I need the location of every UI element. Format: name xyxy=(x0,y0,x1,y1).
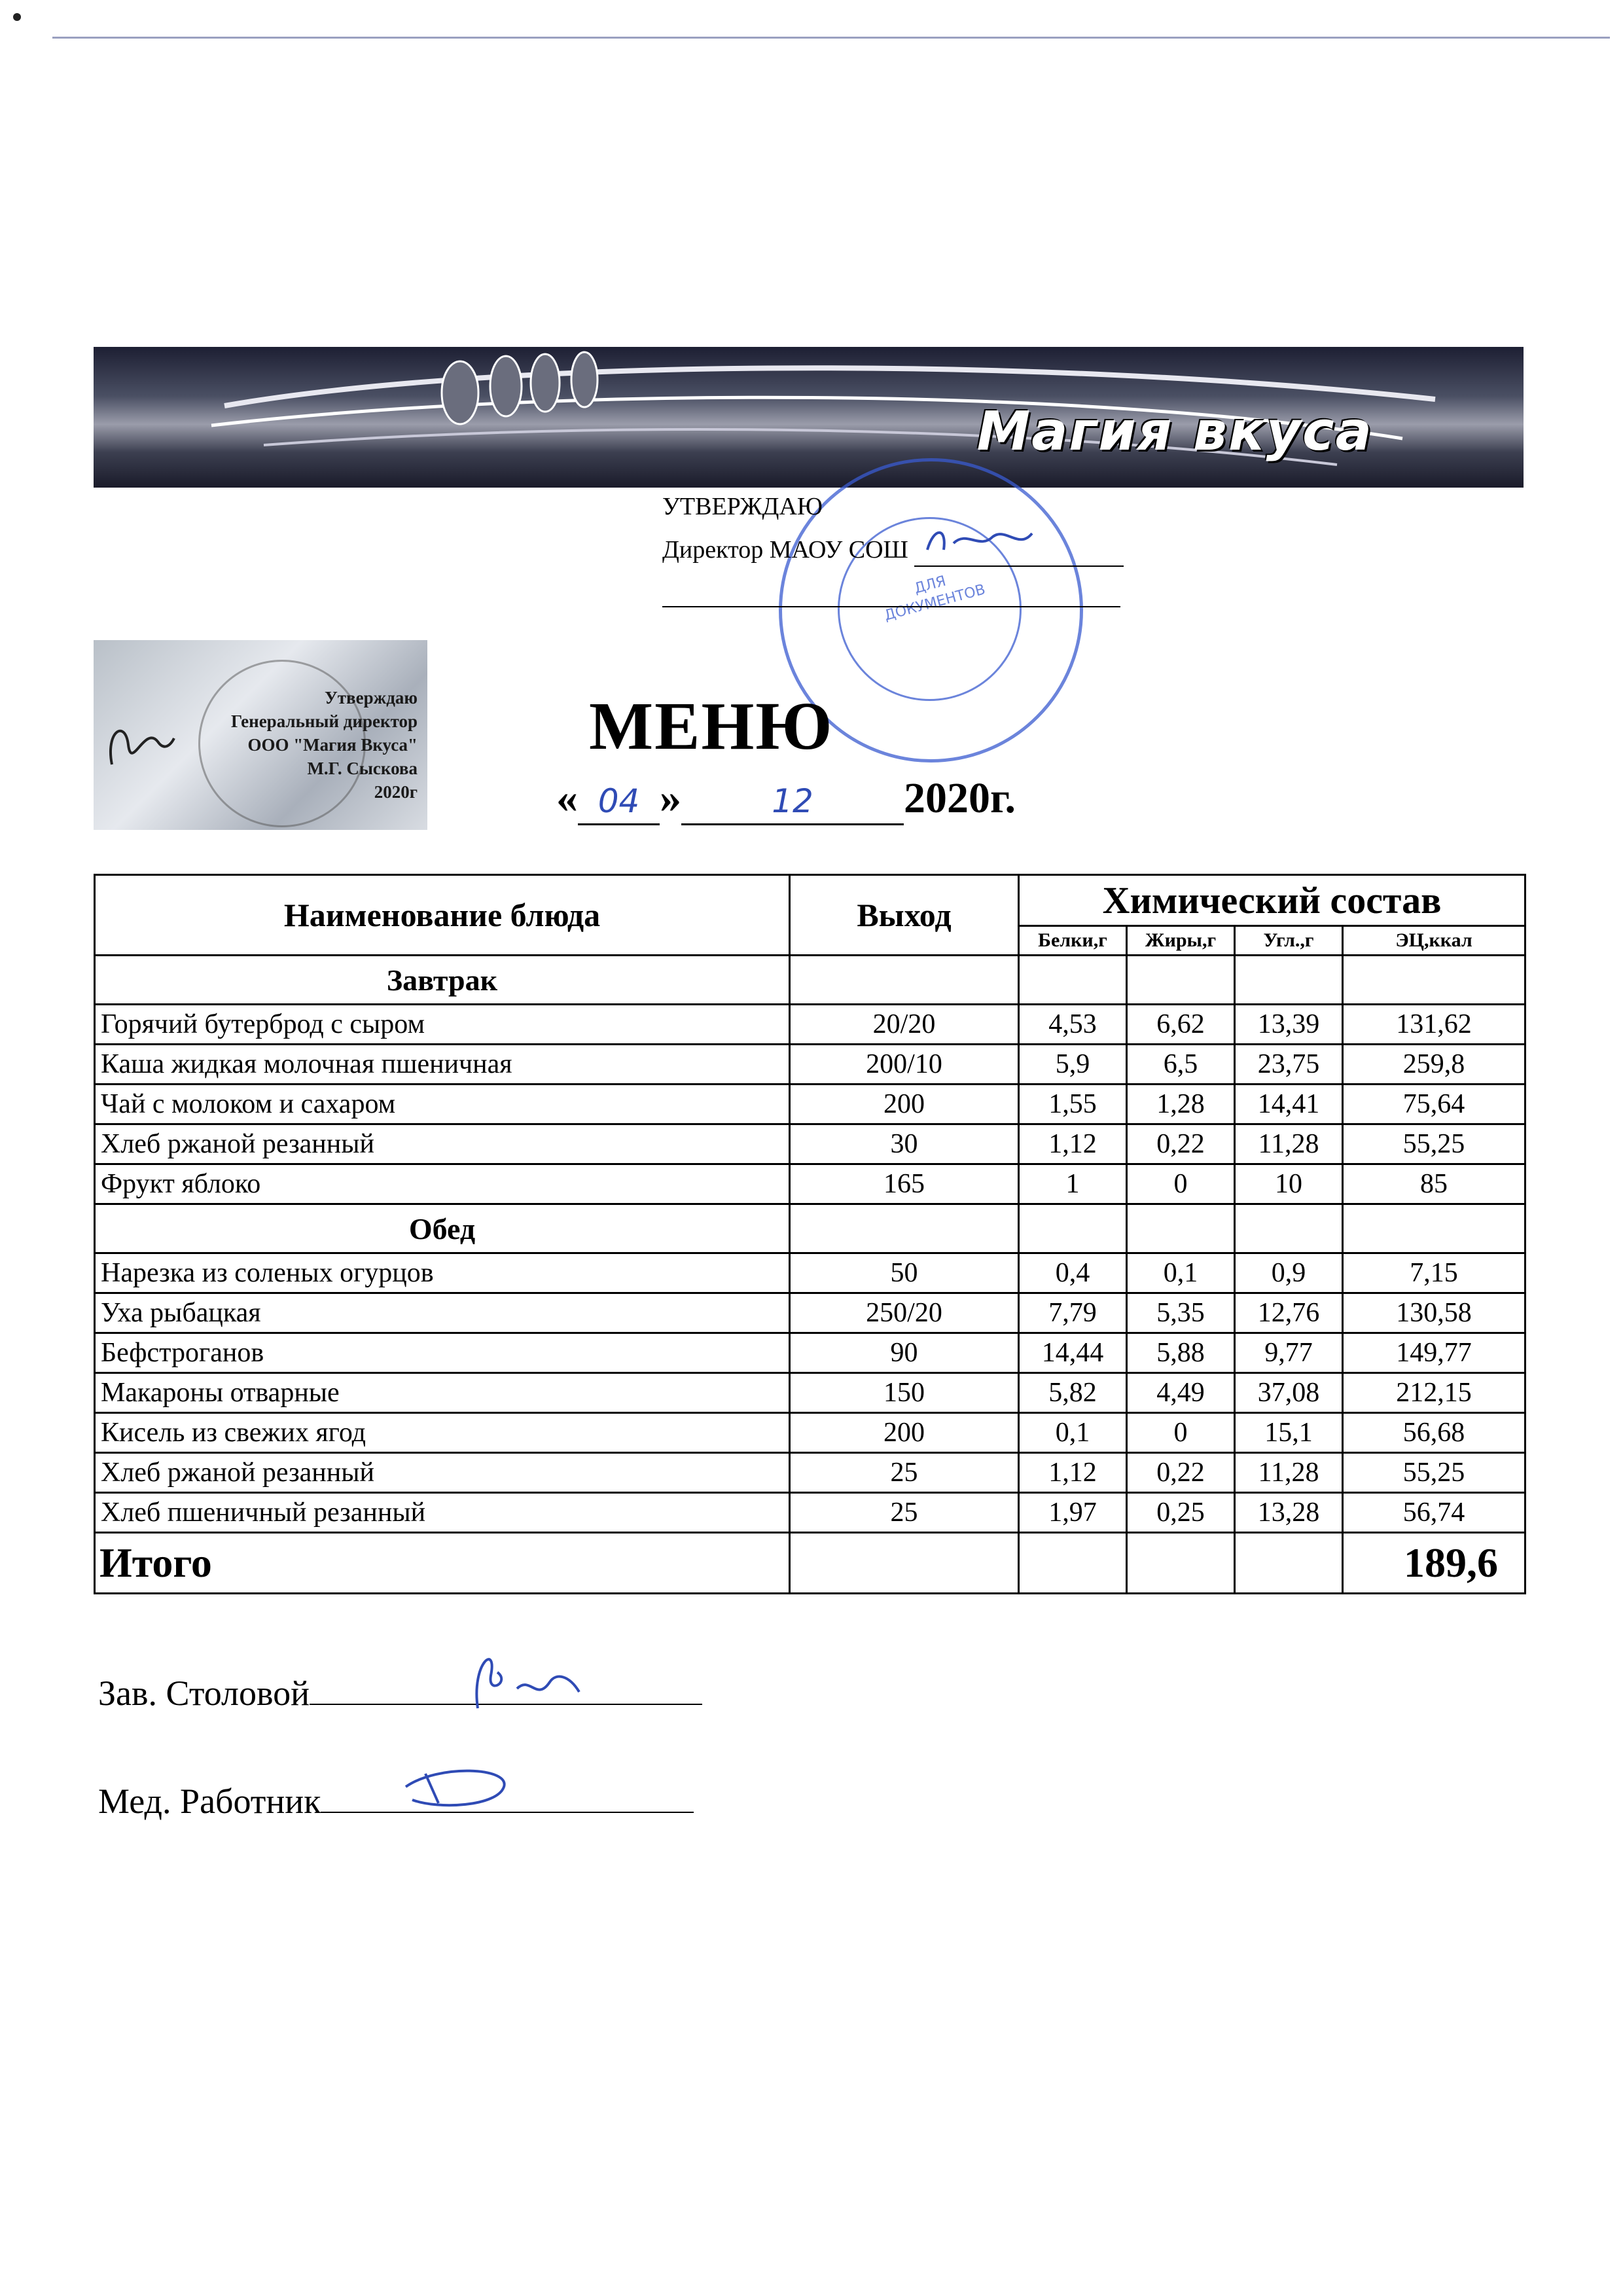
cell-fats: 0,25 xyxy=(1127,1493,1235,1533)
cell-output: 200 xyxy=(790,1413,1019,1453)
cell-carbs: 11,28 xyxy=(1235,1124,1343,1164)
cell-fats: 6,5 xyxy=(1127,1045,1235,1085)
cell-carbs: 0,9 xyxy=(1235,1253,1343,1293)
medic-signature xyxy=(399,1761,517,1813)
header-output: Выход xyxy=(790,875,1019,956)
corporate-approval-stamp xyxy=(94,640,427,830)
empty-cell xyxy=(1127,1204,1235,1253)
date-month: 12 xyxy=(772,782,813,820)
cell-carbs: 15,1 xyxy=(1235,1413,1343,1453)
cell-energy: 130,58 xyxy=(1343,1293,1525,1333)
empty-cell xyxy=(1127,956,1235,1005)
dish-name: Фрукт яблоко xyxy=(95,1164,790,1204)
cell-proteins: 1,97 xyxy=(1019,1493,1127,1533)
logo-text: Магия вкуса xyxy=(976,401,1373,463)
table-row xyxy=(95,1124,1525,1164)
cell-carbs: 13,28 xyxy=(1235,1493,1343,1533)
cell-energy: 56,68 xyxy=(1343,1413,1525,1453)
cell-carbs: 11,28 xyxy=(1235,1453,1343,1493)
cell-proteins: 5,9 xyxy=(1019,1045,1127,1085)
cell-output: 25 xyxy=(790,1493,1019,1533)
corp-line-2: Генеральный директор xyxy=(231,711,418,731)
cell-fats: 5,88 xyxy=(1127,1333,1235,1373)
table-row xyxy=(95,1453,1525,1493)
date-month-field xyxy=(681,774,904,825)
cell-fats: 1,28 xyxy=(1127,1085,1235,1124)
header-carbs: Угл.,г xyxy=(1235,926,1343,956)
cell-output: 200/10 xyxy=(790,1045,1019,1085)
scan-dot xyxy=(13,13,21,21)
cell-output: 20/20 xyxy=(790,1005,1019,1045)
cell-output: 50 xyxy=(790,1253,1019,1293)
dish-name: Уха рыбацкая xyxy=(95,1293,790,1333)
corp-line-4: М.Г. Сыскова xyxy=(307,759,418,778)
cell-energy: 75,64 xyxy=(1343,1085,1525,1124)
corporate-stamp-text xyxy=(169,686,418,804)
dish-name: Горячий бутерброд с сыром xyxy=(95,1005,790,1045)
table-row xyxy=(95,1253,1525,1293)
table-row xyxy=(95,1293,1525,1333)
dish-name: Кисель из свежих ягод xyxy=(95,1413,790,1453)
cell-fats: 0,22 xyxy=(1127,1124,1235,1164)
cell-energy: 56,74 xyxy=(1343,1493,1525,1533)
cell-output: 90 xyxy=(790,1333,1019,1373)
empty-cell xyxy=(1127,1533,1235,1594)
approval-position-row xyxy=(662,524,1124,567)
cell-energy: 7,15 xyxy=(1343,1253,1525,1293)
cell-fats: 0 xyxy=(1127,1413,1235,1453)
cell-carbs: 9,77 xyxy=(1235,1333,1343,1373)
canteen-head-signature xyxy=(458,1636,589,1721)
approval-position: Директор МАОУ СОШ xyxy=(662,536,908,564)
table-row xyxy=(95,1045,1525,1085)
cell-output: 250/20 xyxy=(790,1293,1019,1333)
cell-energy: 212,15 xyxy=(1343,1373,1525,1413)
table-row xyxy=(95,1413,1525,1453)
table-row xyxy=(95,1164,1525,1204)
cell-output: 165 xyxy=(790,1164,1019,1204)
cell-fats: 0,22 xyxy=(1127,1453,1235,1493)
document-date xyxy=(556,774,1016,825)
cell-energy: 259,8 xyxy=(1343,1045,1525,1085)
date-open-quote: « xyxy=(556,774,578,822)
empty-cell xyxy=(1019,1533,1127,1594)
canteen-head-label: Зав. Столовой xyxy=(98,1674,310,1713)
dish-name: Хлеб пшеничный резанный xyxy=(95,1493,790,1533)
total-label: Итого xyxy=(95,1533,790,1594)
company-logo-banner xyxy=(94,347,1524,488)
cell-output: 25 xyxy=(790,1453,1019,1493)
cell-energy: 85 xyxy=(1343,1164,1525,1204)
round-seal-text: ДЛЯ ДОКУМЕНТОВ xyxy=(882,573,988,624)
menu-table-body xyxy=(95,956,1525,1594)
cell-carbs: 14,41 xyxy=(1235,1085,1343,1124)
medic-signature-row xyxy=(98,1780,694,1821)
canteen-head-signature-row xyxy=(98,1672,702,1713)
cell-proteins: 0,1 xyxy=(1019,1413,1127,1453)
header-dish: Наименование блюда xyxy=(95,875,790,956)
cell-output: 150 xyxy=(790,1373,1019,1413)
dish-name: Каша жидкая молочная пшеничная xyxy=(95,1045,790,1085)
cell-proteins: 1,55 xyxy=(1019,1085,1127,1124)
dish-name: Макароны отварные xyxy=(95,1373,790,1413)
table-row xyxy=(95,1005,1525,1045)
cell-proteins: 5,82 xyxy=(1019,1373,1127,1413)
cell-proteins: 14,44 xyxy=(1019,1333,1127,1373)
cell-fats: 6,62 xyxy=(1127,1005,1235,1045)
cell-fats: 0,1 xyxy=(1127,1253,1235,1293)
cell-carbs: 23,75 xyxy=(1235,1045,1343,1085)
empty-cell xyxy=(1343,1204,1525,1253)
date-year: 2020г. xyxy=(904,774,1016,822)
empty-cell xyxy=(1343,956,1525,1005)
cell-proteins: 1,12 xyxy=(1019,1453,1127,1493)
total-row xyxy=(95,1533,1525,1594)
cell-energy: 149,77 xyxy=(1343,1333,1525,1373)
empty-cell xyxy=(1019,1204,1127,1253)
dish-name: Хлеб ржаной резанный xyxy=(95,1124,790,1164)
header-chemical: Химический состав xyxy=(1019,875,1525,926)
top-rule xyxy=(52,37,1610,39)
header-energy: ЭЦ,ккал xyxy=(1343,926,1525,956)
cell-proteins: 4,53 xyxy=(1019,1005,1127,1045)
cell-energy: 55,25 xyxy=(1343,1453,1525,1493)
cell-proteins: 0,4 xyxy=(1019,1253,1127,1293)
cell-output: 30 xyxy=(790,1124,1019,1164)
corp-line-1: Утверждаю xyxy=(324,688,418,708)
general-director-signature xyxy=(99,706,177,784)
document-title: МЕНЮ xyxy=(589,689,834,764)
cell-energy: 131,62 xyxy=(1343,1005,1525,1045)
cell-carbs: 12,76 xyxy=(1235,1293,1343,1333)
cell-proteins: 1,12 xyxy=(1019,1124,1127,1164)
approval-block xyxy=(662,490,1124,607)
cell-fats: 5,35 xyxy=(1127,1293,1235,1333)
header-proteins: Белки,г xyxy=(1019,926,1127,956)
corp-line-5: 2020г xyxy=(374,782,418,802)
approval-title: УТВЕРЖДАЮ xyxy=(662,493,823,520)
empty-cell xyxy=(790,1204,1019,1253)
empty-cell xyxy=(1019,956,1127,1005)
date-day-field xyxy=(578,774,660,825)
table-row xyxy=(95,1373,1525,1413)
cell-carbs: 10 xyxy=(1235,1164,1343,1204)
approval-signature-line xyxy=(914,524,1124,567)
date-day: 04 xyxy=(597,782,640,820)
total-value: 189,6 xyxy=(1343,1533,1525,1594)
table-row xyxy=(95,1333,1525,1373)
cell-fats: 0 xyxy=(1127,1164,1235,1204)
dish-name: Нарезка из соленых огурцов xyxy=(95,1253,790,1293)
empty-cell xyxy=(1235,956,1343,1005)
dish-name: Бефстроганов xyxy=(95,1333,790,1373)
table-row xyxy=(95,1493,1525,1533)
empty-cell xyxy=(790,956,1019,1005)
dish-name: Хлеб ржаной резанный xyxy=(95,1453,790,1493)
medic-label: Мед. Работник xyxy=(98,1782,321,1821)
corp-line-3: ООО "Магия Вкуса" xyxy=(247,735,418,755)
cell-energy: 55,25 xyxy=(1343,1124,1525,1164)
empty-cell xyxy=(790,1533,1019,1594)
cell-fats: 4,49 xyxy=(1127,1373,1235,1413)
date-close-quote: » xyxy=(660,774,681,822)
section-row xyxy=(95,1204,1525,1253)
section-name: Обед xyxy=(95,1204,790,1253)
section-row xyxy=(95,956,1525,1005)
director-signature xyxy=(914,524,1045,556)
table-row xyxy=(95,1085,1525,1124)
cell-carbs: 37,08 xyxy=(1235,1373,1343,1413)
header-fats: Жиры,г xyxy=(1127,926,1235,956)
cell-output: 200 xyxy=(790,1085,1019,1124)
cell-proteins: 1 xyxy=(1019,1164,1127,1204)
empty-cell xyxy=(1235,1533,1343,1594)
dish-name: Чай с молоком и сахаром xyxy=(95,1085,790,1124)
cell-proteins: 7,79 xyxy=(1019,1293,1127,1333)
menu-table xyxy=(94,874,1526,1594)
empty-cell xyxy=(1235,1204,1343,1253)
cell-carbs: 13,39 xyxy=(1235,1005,1343,1045)
section-name: Завтрак xyxy=(95,956,790,1005)
approval-blank-line xyxy=(662,580,1120,607)
